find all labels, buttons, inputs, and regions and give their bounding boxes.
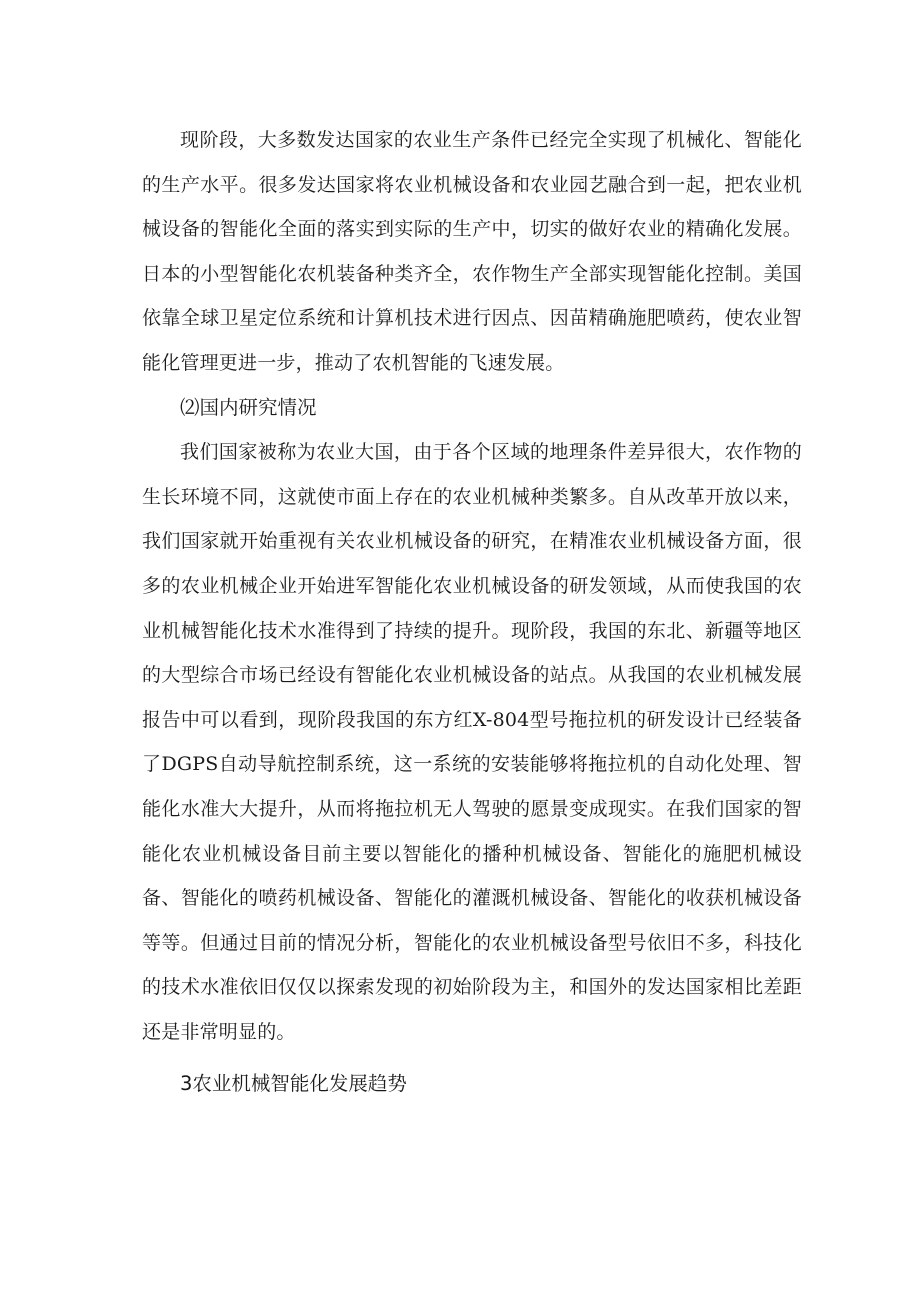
heading-domestic-research: ⑵国内研究情况 bbox=[180, 395, 317, 419]
paragraph-domestic-research: 我们国家被称为农业大国，由于各个区域的地理条件差异很大，农作物的生长环境不同，这就使市面上存在的农业机械种类繁多。自从改革开放以来，我们国家就开始重视有关农业机械设备的研究，在精准农业机械设备方面，很多的农业机械企业开始进军智能化农业机械设备的研发领域，从而使我国的农业机械智能化技术水准得到了持续的提升。现阶段，我国的东北、新疆等地区的大型综合市场已经设有智能化农业机械设备的站点。从我国的农业机械发展报告中可以看到，现阶段我国的东方红X-804型号拖拉机的研发设计已经装备了DGPS自动导航控制系统，这一系统的安装能够将拖拉机的自动化处理、智能化水准大大提升，从而将拖拉机无人驾驶的愿景变成现实。在我们国家的智能化农业机械设备目前主要以智能化的播种机械设备、智能化的施肥机械设备、智能化的喷药机械设备、智能化的灌溉机械设备、智能化的收获机械设备等等。但通过目前的情况分析，智能化的农业机械设备型号依旧不多，科技化的技术水准依旧仅仅以探索发现的初始阶段为主，和国外的发达国家相比差距还是非常明显的。 bbox=[142, 441, 802, 1043]
paragraph-developed-countries: 现阶段，大多数发达国家的农业生产条件已经完全实现了机械化、智能化的生产水平。很多发达国家将农业机械设备和农业园艺融合到一起，把农业机械设备的智能化全面的落实到实际的生产中，切实的做好农业的精确化发展。日本的小型智能化农机装备种类齐全，农作物生产全部实现智能化控制。美国依靠全球卫星定位系统和计算机技术进行因点、因苗精确施肥喷药，使农业智能化管理更进一步，推动了农机智能的飞速发展。 bbox=[142, 129, 802, 374]
heading-section-3: 3农业机械智能化发展趋势 bbox=[180, 1072, 407, 1096]
document-page bbox=[142, 118, 802, 1107]
